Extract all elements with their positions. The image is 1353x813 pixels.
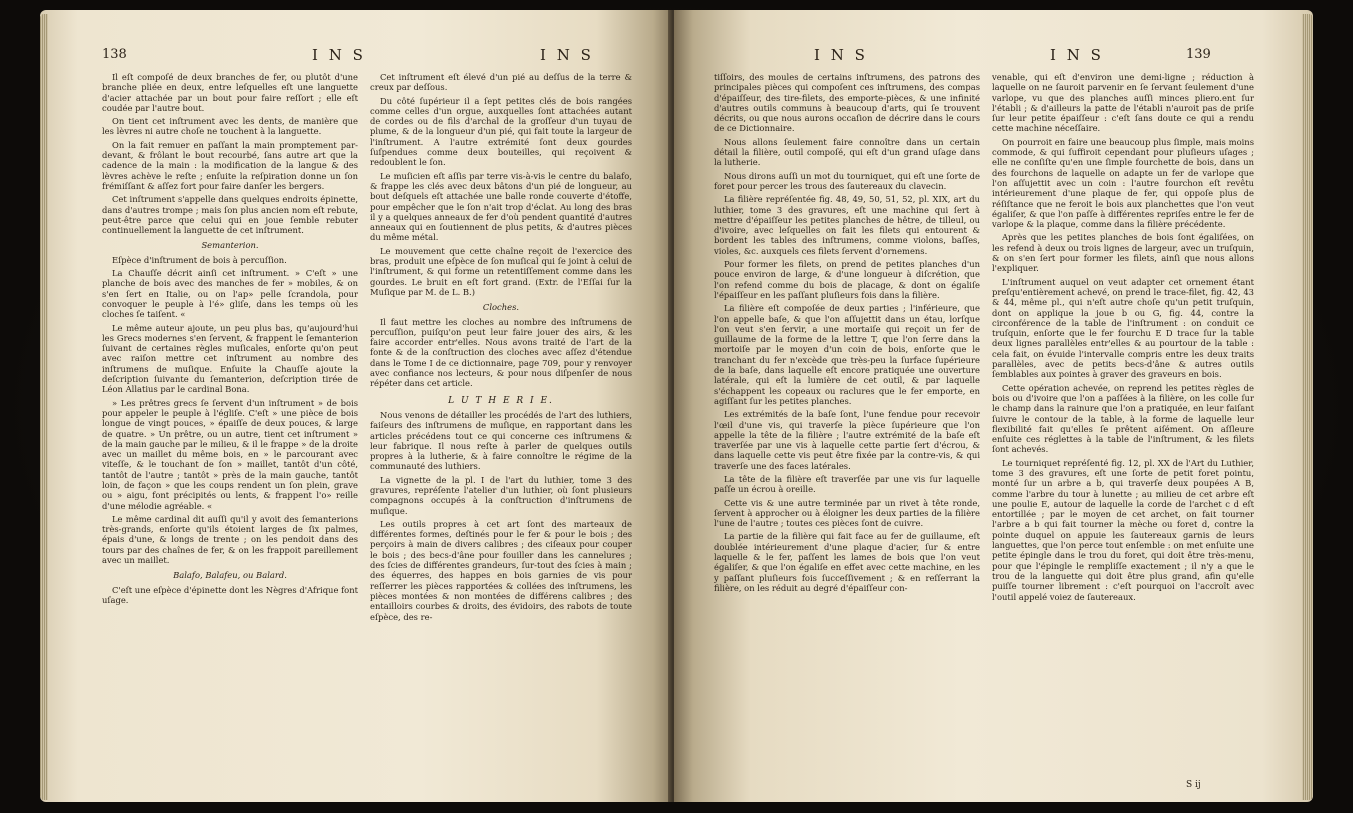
paragraph: » Les prêtres grecs ſe ſervent d'un inſtrument » de bois pour appeler le peuple à l'égliſe. C'eſt » une pièce de bois longue de vingt pouces, » épaiſſe de deux pouces, & large de quatre. » Un prêtre, ou un autre, tient cet inſtrument » de la main gauche par le milieu, & il le frappe » de la droite avec un maillet du même bois, en » le parcourant avec viteſſe, & le touchant de ſon » maillet, tantôt d'un côté, tantôt de l'autre ; tantôt » près de la main gauche, tantôt loin, de façon » que les coups rendent un ſon plein, grave ou » aigu, font précipités ou lents, & frappent l'o» reille d'une mélodie agréable. « bbox=[102, 397, 358, 511]
paragraph: La tête de la filière eſt traverſée par une vis ſur laquelle paſſe un écrou à oreille. bbox=[714, 473, 980, 495]
paragraph: Nous dirons auſſi un mot du tourniquet, qui eſt une ſorte de foret pour percer les trous des ſautereaux du clavecin. bbox=[714, 170, 980, 191]
paragraph: Le muſicien eſt aſſis par terre vis-à-vis le centre du balafo, & frappe les clés avec deux bâtons d'un pié de longueur, au bout deſquels eſt attachée une balle ronde couverte d'étoffe, pour empêcher que le ſon n'ait trop d'éclat. Au long des bras il y a quelques anneaux de fer d'où pendent quantité d'autres anneaux qui en ſoutiennent de plus petits, & d'autres pièces du même métal. bbox=[370, 170, 632, 243]
section-heading: Cloches. bbox=[482, 302, 520, 313]
paragraph: Du côté ſupérieur il a ſept petites clés de bois rangées comme celles d'un orgue, auxquelles ſont attachées autant de cordes ou de fils d'archal de la groſſeur d'un tuyau de plume, & de la longueur d'un pié, qui fait toute la largeur de l'inſtrument. A l'autre extrémité ſont deux gourdes ſuſpendues comme deux bouteilles, qui reçoivent & redoublent le ſon. bbox=[370, 95, 632, 168]
paragraph: Il eſt compoſé de deux branches de fer, ou plutôt d'une branche pliée en deux, entre leſquelles eſt une languette d'acier attachée par un bout pour faire reſſort ; elle eſt coudée par l'autre bout. bbox=[102, 72, 358, 113]
paragraph: Cette opération achevée, on reprend les petites règles de bois ou d'ivoire que l'on a paſſées à la filière, on les colle ſur le champ dans la rainure que l'on a pratiquée, en leur faiſant ſuivre le contour de la table, à la forme de laquelle leur flexibilité fait qu'elles ſe prêtent aiſément. On aſſleure enſuite ces réglettes à la table de l'inſtrument, & les filets ſont achevés. bbox=[992, 382, 1254, 455]
section-heading: Balafo, Balafeu, ou Balard. bbox=[173, 570, 287, 581]
paragraph: Les extrémités de la baſe ſont, l'une fendue pour recevoir l'œil d'une vis, qui traverſe la pièce ſupérieure que l'on appelle la tête de la filière ; l'autre extrémité de la baſe eſt traverſée par une vis à laquelle cette partie ſert d'écrou, & dans laquelle cette vis peut être fixée par la contre-vis, & qui traverſe une des faces latérales. bbox=[714, 409, 980, 471]
left-running-header-2: I N S bbox=[540, 46, 594, 64]
paragraph: La filière eſt compoſée de deux parties ; l'inférieure, que l'on appelle baſe, & que l'on aſſujettit dans un étau, lorſque l'on veut s'en ſervir, a une mortaiſe qui reçoit un fer de guillaume de la forme de la lettre T, que l'on ſerre dans la mortoiſe par le moyen d'un coin de bois, enſorte que le tranchant du fer n'excède que très-peu la ſurface ſupérieure de la baſe, dans laquelle eſt encore pratiquée une ouverture latérale, qui eſt la lumière de cet outil, & par laquelle s'échappent les copeaux ou raclures que le fer emporte, en agiſſant ſur les petites planches. bbox=[714, 303, 980, 406]
paragraph: Après que les petites planches de bois ſont égaliſées, on les refend à deux ou trois lignes de largeur, avec un truſquin, & on s'en ſert pour former les filets, ainſi que nous allons l'expliquer. bbox=[992, 232, 1254, 274]
section-heading: L U T H E R I E. bbox=[448, 395, 554, 406]
right-page-edges bbox=[1302, 14, 1313, 800]
right-column-2 bbox=[992, 72, 1254, 605]
paragraph: Eſpèce d'inſtrument de bois à percuſſion. bbox=[112, 254, 287, 265]
paragraph: On la fait remuer en paſſant la main promptement par-devant, & frôlant le bout recourbé, ſans autre art que la cadence de la main : la modification de la langue & des lèvres achève le reſte ; enſuite la reſpiration donne un ſon frémiſſant & aſſez fort pour faire danſer les bergers. bbox=[102, 139, 358, 191]
paragraph: Les outils propres à cet art ſont des marteaux de différentes formes, deſtinés pour le fer & pour le bois ; des perçoirs à main de divers calibres ; des ciſeaux pour couper le bois ; des becs-d'âne pour fouiller dans les cannelures ; des ſcies de différentes grandeurs, ſur-tout des ſcies à main ; des équerres, des happes en bois garnies de vis pour reſſerrer les pièces rapportées & collées des inſtrumens, les pièces montées & non montées de différens calibres ; des entailloirs courbes & droits, des évidoirs, des rabots de toute eſpèce, des re- bbox=[370, 518, 632, 622]
signature-mark: S ij bbox=[1186, 780, 1201, 790]
left-running-header-1: I N S bbox=[312, 46, 366, 64]
paragraph: Nous allons ſeulement faire connoître dans un certain détail la filière, outil compoſé, qui eſt d'un grand uſage dans la lutherie. bbox=[714, 136, 980, 168]
paragraph: C'eſt une eſpèce d'épinette dont les Nègres d'Afrique font uſage. bbox=[102, 584, 358, 605]
open-book bbox=[40, 10, 1313, 805]
right-running-header-2: I N S bbox=[1050, 46, 1104, 64]
paragraph: venable, qui eſt d'environ une demi-ligne ; réduction à laquelle on ne ſauroit parvenir en ſe ſervant ſeulement d'une varlope, vu que des planches auſſi minces pliero.ent ſur l'établi ; & d'ailleurs la patte de l'établi n'auroit pas de priſe ſur leur petite épaiſſeur : c'eſt ſans doute ce qui a rendu cette machine néceſſaire. bbox=[992, 72, 1254, 134]
paragraph: Il faut mettre les cloches au nombre des inſtrumens de percuſſion, puiſqu'on peut leur faire jouer des airs, & les faire accorder entr'elles. Nous avons traité de l'art de la fonte & de la conſtruction des cloches avec aſſez d'étendue dans le Tome I de ce dictionnaire, page 709, pour y renvoyer avec confiance nos lecteurs, & pour nous diſpenſer de nous répéter dans cet article. bbox=[370, 316, 632, 389]
paragraph: Nous venons de détailler les procédés de l'art des luthiers, faiſeurs des inſtrumens de muſique, en rapportant dans les articles précédens tout ce qui concerne ces inſtrumens & leur fabrique. Il nous reſte à parler de quelques outils propres à la lutherie, & à faire connoître le régime de la communauté des luthiers. bbox=[370, 409, 632, 472]
paragraph: Le même cardinal dit auſſi qu'il y avoit des ſemanterions très-grands, enſorte qu'ils étoient larges de ſix palmes, épais d'une, & longs de trente ; on les pendoit dans des tours par des chaînes de fer, & on les frappoit pareillement avec un maillet. bbox=[102, 513, 358, 566]
paragraph: Cet inſtrument eſt élevé d'un pié au deſſus de la terre & creux par deſſous. bbox=[370, 72, 632, 93]
paragraph: Pour former les filets, on prend de petites planches d'un pouce environ de large, & d'une longueur à diſcrétion, que l'on refend comme du bois de placage, & dont on égaliſe l'épaiſſeur en les paſſant pluſieurs fois dans la filière. bbox=[714, 259, 980, 300]
paragraph: On tient cet inſtrument avec les dents, de manière que les lèvres ni autre choſe ne touchent à la languette. bbox=[102, 116, 358, 137]
paragraph: L'inſtrument auquel on veut adapter cet ornement étant preſqu'entièrement achevé, on prend le trace-filet, fig. 42, 43 & 44, même pl., qui n'eſt autre choſe qu'un petit truſquin, dont on applique la joue b ou G, fig. 44, contre la circonférence de la table de l'inſtrument : on conduit ce truſquin, enſorte que le fer fourchu E D trace ſur la table deux lignes parallèles entr'elles & au pourtour de la table : cela fait, on évuide l'intervalle compris entre les deux traits parallèles, avec de petits becs-d'âne & autres outils ſemblables aux pointes à graver des graveurs en bois. bbox=[992, 276, 1254, 380]
paragraph: La filière repréſentée fig. 48, 49, 50, 51, 52, pl. XIX, art du luthier, tome 3 des gravures, eſt une machine qui ſert à mettre d'épaiſſeur les petites planches de hêtre, de tilleul, ou d'ivoire, avec leſquelles on fait les filets qui entourent & bordent les tables des inſtrumens, comme violons, baſſes, violes, &c. auxquels ces filets ſervent d'ornemens. bbox=[714, 194, 980, 256]
paragraph: Le tourniquet repréſenté fig. 12, pl. XX de l'Art du Luthier, tome 3 des gravures, eſt une ſorte de petit foret pointu, monté ſur un arbre a b, qui traverſe deux poupées A B, comme l'arbre du tour à lunette ; au milieu de cet arbre eſt une poulie E, autour de laquelle la corde de l'archet c d eſt entortillée ; par le moyen de cet archet, on fait tourner l'arbre a b qui fait tourner la mèche ou foret d, contre la pointe duquel on appuie les ſautereaux garnis de leurs languettes, que l'on perce tout enſemble : on met enſuite une petite épingle dans le trou du foret, qui doit être très-menu, pour que l'épingle le rempliſſe exactement ; il n'y a que le trou de la languette qui doit être plus grand, afin qu'elle puiſſe tourner librement : c'eſt pourquoi on l'accroît avec l'outil appelé voiez de ſautereaux. bbox=[992, 457, 1254, 602]
section-heading: Semanterion. bbox=[201, 240, 259, 251]
paragraph: tiſſoirs, des moules de certains inſtrumens, des patrons des principales pièces qui compoſent ces inſtrumens, des compas d'épaiſſeur, des tire-filets, des emporte-pièces, & une infinité d'autres outils communs à beaucoup d'arts, qui ſe trouvent décrits, ou que nous aurons occaſion de décrire dans le cours de ce Dictionnaire. bbox=[714, 72, 980, 134]
left-page-edges bbox=[40, 14, 48, 800]
paragraph: Cette vis & une autre terminée par un rivet à tête ronde, ſervent à approcher ou à éloigner les deux parties de la filière l'une de l'autre ; toutes ces pièces ſont de cuivre. bbox=[714, 497, 980, 529]
paragraph: La vignette de la pl. I de l'art du luthier, tome 3 des gravures, repréſente l'atelier d'un luthier, où ſont plusieurs compagnons occupés à la conſtruction d'inſtrumens de muſique. bbox=[370, 474, 632, 516]
left-column-2 bbox=[370, 72, 632, 625]
paragraph: Le mouvement que cette chaîne reçoit de l'exercice des bras, produit une eſpèce de ſon muſical qui ſe joint à celui de l'inſtrument, & qui forme un retentiſſement comme dans les gourdes. Le bruit en eſt fort grand. (Extr. de l'Eſſai ſur la Muſique par M. de L. B.) bbox=[370, 245, 632, 297]
right-column-1 bbox=[714, 72, 980, 596]
paragraph: La Chauſſe décrit ainſi cet inſtrument. » C'eſt » une planche de bois avec des manches de fer » mobiles, & on s'en ſert en Italie, ou on l'ap» pelle ſcrandola, pour convoquer le peuple à l'é» gliſe, dans les temps où les cloches ſe taiſent. « bbox=[102, 268, 358, 320]
left-page bbox=[40, 10, 672, 802]
left-page-number: 138 bbox=[102, 47, 127, 62]
paragraph: On pourroit en faire une beaucoup plus ſimple, mais moins commode, & qui ſuffiroit cependant pour pluſieurs uſages ; elle ne conſiſte qu'en une ſimple fourchette de bois, dans un des fourchons de laquelle on adapte un fer de varlope que l'on aſſujettit avec un coin : l'autre fourchon eſt revêtu intérieurement d'une plaque de fer, qui oppoſe plus de réſiſtance que ne feroit le bois aux planchettes que l'on veut égaliſer, & que l'on paſſe à différentes repriſes entre le fer de varlope & la plaque, comme dans la filière précédente. bbox=[992, 136, 1254, 230]
right-page bbox=[674, 10, 1313, 802]
right-page-number: 139 bbox=[1186, 47, 1211, 62]
paragraph: La partie de la filière qui fait face au fer de guillaume, eſt doublée intérieurement d'une plaque d'acier, ſur & entre laquelle & le fer, paſſent les lames de bois que l'on veut égaliſer, & que l'on égaliſe en effet avec cette machine, en les y paſſant pluſieurs fois ſucceſſivement ; & en reſſerrant la filière, on les réduit au degré d'épaiſſeur con- bbox=[714, 531, 980, 593]
paragraph: Cet inſtrument s'appelle dans quelques endroits épinette, dans d'autres trompe ; mais ſon plus ancien nom eſt rebute, peut-être parce que celui qui en joue ſemble rebuter continuellement la languette de cet inſtrument. bbox=[102, 194, 358, 236]
right-running-header-1: I N S bbox=[814, 46, 868, 64]
paragraph: Le même auteur ajoute, un peu plus bas, qu'aujourd'hui les Grecs modernes s'en ſervent, & frappent le ſemanterion ſuivant de certaines règles muſicales, enſorte qu'on peut avec raiſon mettre cet inſtrument au nombre des inſtrumens de muſique. Enſuite la Chauſſe ajoute la deſcription ſuivante du ſemanterion, deſcription tirée de Léon Allatius par le cardinal Bona. bbox=[102, 322, 358, 395]
left-column-1 bbox=[102, 72, 358, 608]
